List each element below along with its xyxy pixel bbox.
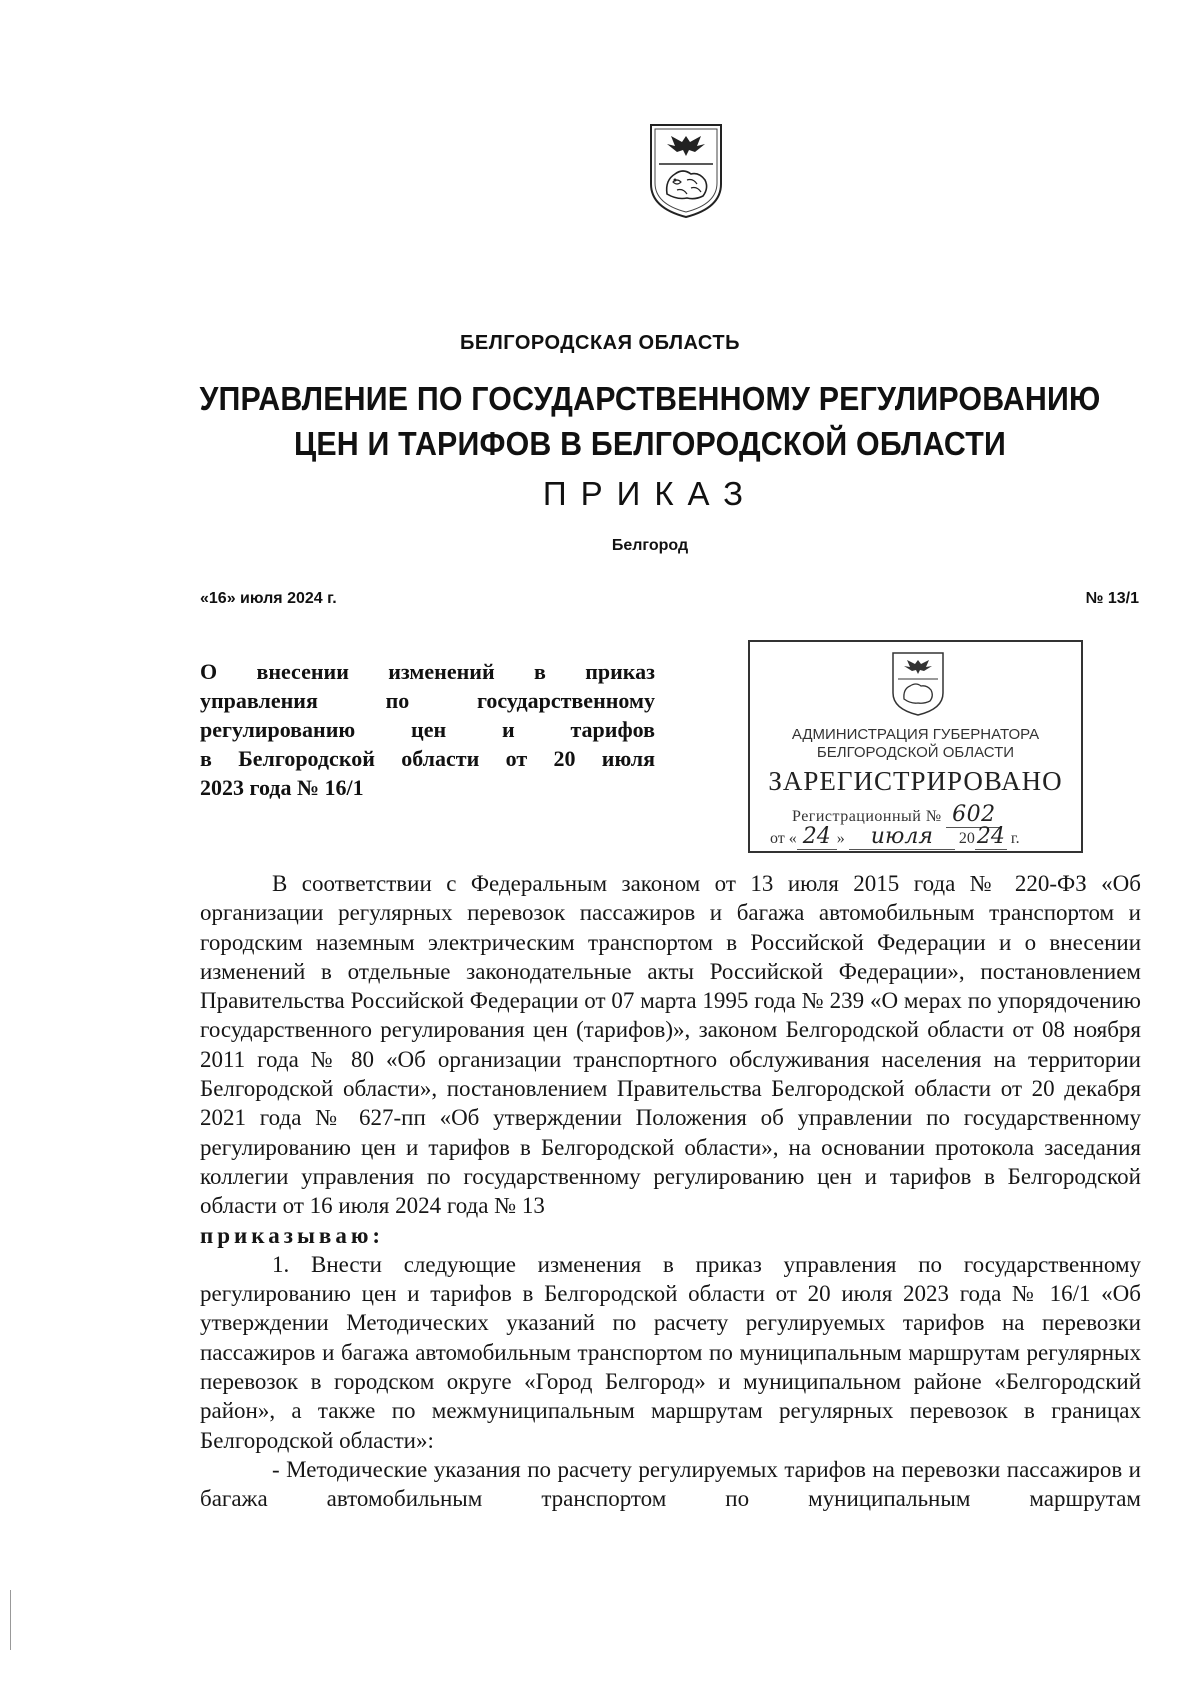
stamp-organization [750,726,1081,762]
order-number: № 13/1 [1085,590,1139,607]
stamp-reg-number-handwritten: 602 [946,802,1002,828]
order-subject [200,657,655,802]
subject-line: в Белгородской области от 20 июля [200,746,655,771]
subject-line: 2023 года № 16/1 [200,775,364,800]
subject-line: О внесении изменений в приказ [200,659,655,684]
stamp-coat-of-arms-icon [890,651,946,717]
organization-title [190,376,1110,466]
belgorod-coat-of-arms-emblem [647,122,725,220]
order-body [200,869,1141,1514]
item-1-paragraph: 1. Внести следующие изменения в приказ управления по государственному регулированию цен и тарифов в Белгородской области от 20 июля 2023 года № 16/1 «Об утверждении Методических указаний по расчету регулируемых тарифов на перевозки пассажиров и багажа автомобильным транспортом по муниципальным маршрутам регулярных перевозок в городском округе «Город Белгород» и муниципальном районе «Белгородский район», а также по межмуниципальным маршрутам регулярных перевозок в границах Белгородской области»: [200,1251,1141,1453]
stamp-organization-line2: БЕЛГОРОДСКОЙ ОБЛАСТИ [816,744,1015,761]
subject-line: управления по государственному [200,688,655,713]
stamp-date-mid: » [836,830,845,847]
stamp-date-prefix: от « [770,830,797,847]
stamp-date-year-handwritten: 24 [976,824,1005,849]
city: Белгород [611,537,689,554]
item-1-sub-paragraph: - Методические указания по расчету регулируемых тарифов на перевозки пассажиров и багажа автомобильным транспортом по муниципальным маршрутам [200,1456,1141,1512]
organization-title-line1: УПРАВЛЕНИЕ ПО ГОСУДАРСТВЕННОМУ РЕГУЛИРОВАНИЮ [199,380,1101,417]
region-title: БЕЛГОРОДСКАЯ ОБЛАСТЬ [460,332,740,354]
scan-edge-mark [10,1590,11,1650]
order-verb-text: приказываю: [200,1222,385,1248]
registration-stamp [748,640,1083,853]
preamble-paragraph: В соответствии с Федеральным законом от 13 июля 2015 года № 220-ФЗ «Об организации регулярных перевозок пассажиров и багажа автомобильным транспортом и городским наземным электрическим транспортом в Российской Федерации и о внесении изменений в отдельные законодательные акты Российской Федерации», постановлением Правительства Российской Федерации от 07 марта 1995 года № 239 «О мерах по упорядочению государственного регулирования цен (тарифов)», законом Белгородской области от 08 ноября 2011 года № 80 «Об организации транспортного обслуживания населения на территории Белгородской области», постановлением Правительства Белгородской области от 20 декабря 2021 года № 627-пп «Об утверждении Положения об управлении по государственному регулированию цен и тарифов в Белгородской области», на основании протокола заседания коллегии управления по государственному регулированию цен и тарифов в Белгородской области от 16 июля 2024 года № 13 [200,871,1141,1219]
stamp-date-suffix: г. [1010,830,1020,847]
stamp-date-year-prefix: 20 [958,830,975,847]
subject-line: регулированию цен и тарифов [200,717,655,742]
stamp-organization-line1: АДМИНИСТРАЦИЯ ГУБЕРНАТОРА [791,726,1040,743]
order-verb [200,1221,1141,1250]
organization-title-line2: ЦЕН И ТАРИФОВ В БЕЛГОРОДСКОЙ ОБЛАСТИ [293,425,1007,462]
stamp-registration-date [770,824,1020,850]
order-date: «16» июля 2024 г. [200,590,337,607]
stamp-reg-label: Регистрационный № [792,808,942,825]
document-type: ПРИКАЗ [542,475,758,512]
stamp-date-month-handwritten: июля [849,824,955,850]
stamp-date-day-handwritten: 24 [797,824,837,850]
stamp-status: ЗАРЕГИСТРИРОВАНО [768,766,1063,796]
